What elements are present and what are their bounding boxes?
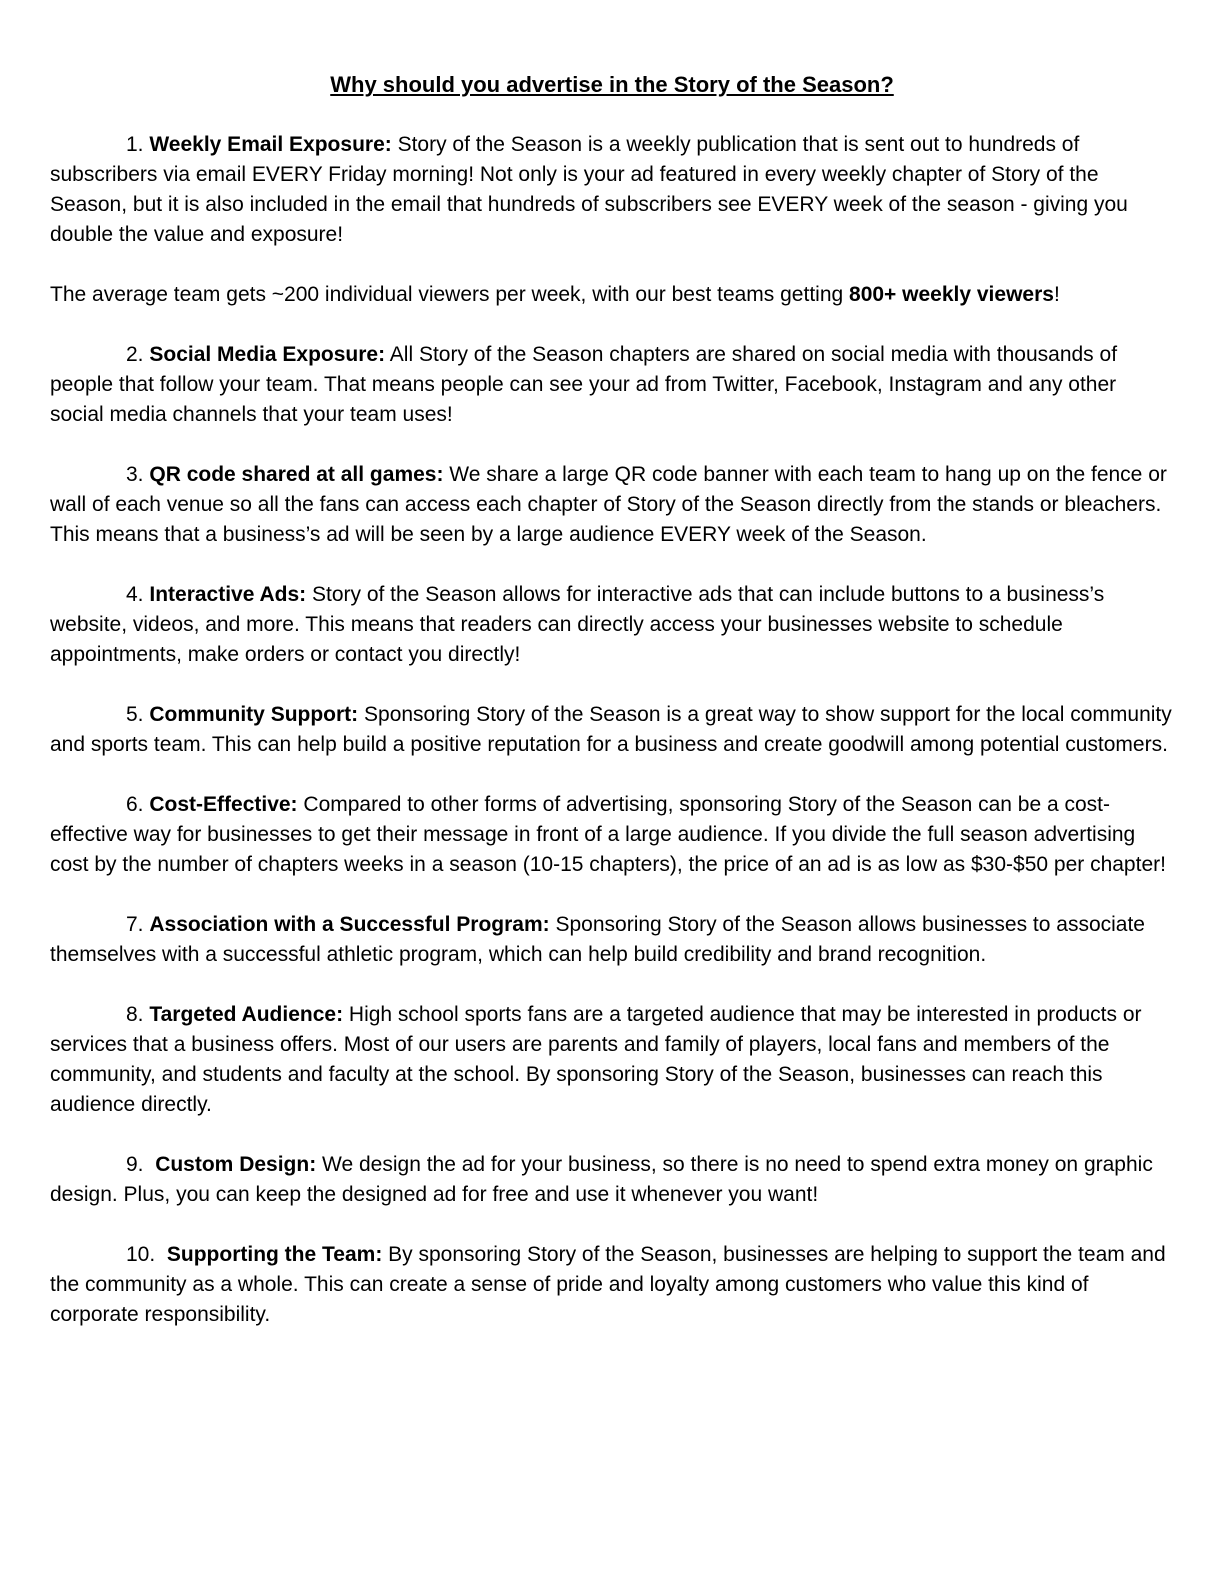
text-run: !	[1053, 283, 1060, 306]
paragraph-point-1	[50, 130, 1174, 250]
paragraph-point-2	[50, 340, 1174, 430]
text-run: 3.	[126, 463, 150, 486]
bold-text-run: Weekly Email Exposure:	[149, 133, 392, 156]
bold-text-run: Interactive Ads:	[149, 583, 307, 606]
text-run: The average team gets ~200 individual viewers per week, with our best teams getting	[50, 283, 850, 306]
bold-text-run: Custom Design:	[155, 1153, 317, 1176]
bold-text-run: Cost-Effective:	[149, 793, 298, 816]
text-run: We share a large QR code banner with each team to hang up on the fence or wall of each venue so all the fans can access each chapter of Story of the Season directly from the stands or bleachers. This means that a business’s ad will be seen by a large audience EVERY week of the Season.	[50, 463, 1167, 546]
text-run: By sponsoring Story of the Season, businesses are helping to support the team and the community as a whole. This can create a sense of pride and loyalty among customers who value this kind of corporate responsibility.	[50, 1243, 1166, 1326]
bold-text-run: Community Support:	[149, 703, 359, 726]
bold-text-run: 800+ weekly viewers	[849, 283, 1054, 306]
text-run: 1.	[126, 133, 150, 156]
text-run: Sponsoring Story of the Season is a great way to show support for the local community and sports team. This can help build a positive reputation for a business and create goodwill among potential customers.	[50, 703, 1172, 756]
paragraph-point-8	[50, 1000, 1174, 1120]
bold-text-run: Social Media Exposure:	[149, 343, 386, 366]
paragraph-point-7	[50, 910, 1174, 970]
bold-text-run: Targeted Audience:	[149, 1003, 344, 1026]
paragraph-point-9	[50, 1150, 1174, 1210]
document-title: Why should you advertise in the Story of the Season?	[330, 72, 894, 97]
paragraph-point-4	[50, 580, 1174, 670]
text-run: All Story of the Season chapters are shared on social media with thousands of people that follow your team. That means people can see your ad from Twitter, Facebook, Instagram and any other social media channels that your team uses!	[50, 343, 1118, 426]
text-run: 9.	[126, 1153, 156, 1176]
text-run: Sponsoring Story of the Season allows businesses to associate themselves with a successful athletic program, which can help build credibility and brand recognition.	[50, 913, 1145, 966]
text-run: Compared to other forms of advertising, sponsoring Story of the Season can be a cost-effective way for businesses to get their message in front of a large audience. If you divide the full season advertising cost by the number of chapters weeks in a season (10-15 chapters), the price of an ad is as low as $30-$50 per chapter!	[50, 793, 1166, 876]
text-run: 10.	[126, 1243, 167, 1266]
text-run: Story of the Season allows for interactive ads that can include buttons to a business’s website, videos, and more. This means that readers can directly access your businesses website to schedule appointments, make orders or contact you directly!	[50, 583, 1105, 666]
text-run: Story of the Season is a weekly publication that is sent out to hundreds of subscribers via email EVERY Friday morning! Not only is your ad featured in every weekly chapter of Story of the Season, but it is also included in the email that hundreds of subscribers see EVERY week of the season - giving you double the value and exposure!	[50, 133, 1128, 246]
paragraph-note-viewers	[50, 280, 1174, 310]
bold-text-run: QR code shared at all games:	[149, 463, 444, 486]
paragraph-point-10	[50, 1240, 1174, 1330]
paragraph-point-5	[50, 700, 1174, 760]
paragraph-point-6	[50, 790, 1174, 880]
bold-text-run: Supporting the Team:	[166, 1243, 383, 1266]
text-run: 6.	[126, 793, 150, 816]
text-run: 2.	[126, 343, 150, 366]
text-run: 7.	[126, 913, 150, 936]
text-run: 8.	[126, 1003, 150, 1026]
text-run: High school sports fans are a targeted audience that may be interested in products or services that a business offers. Most of our users are parents and family of players, local fans and members of the community, and students and faculty at the school. By sponsoring Story of the Season, businesses can reach this audience directly.	[50, 1003, 1142, 1116]
text-run: We design the ad for your business, so there is no need to spend extra money on graphic design. Plus, you can keep the designed ad for free and use it whenever you want!	[50, 1153, 1153, 1206]
text-run: 5.	[126, 703, 150, 726]
paragraph-point-3	[50, 460, 1174, 550]
bold-text-run: Association with a Successful Program:	[149, 913, 550, 936]
text-run: 4.	[126, 583, 150, 606]
